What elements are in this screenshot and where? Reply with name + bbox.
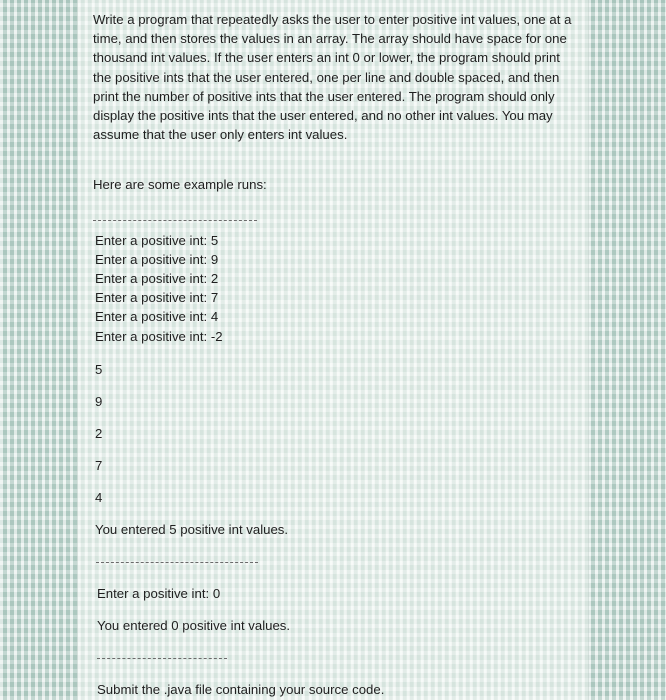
run1-output-value: 4 bbox=[95, 490, 103, 505]
run1-prompt-line: Enter a positive int: -2 bbox=[95, 329, 223, 344]
separator-line bbox=[96, 562, 258, 563]
run1-prompt-line: Enter a positive int: 4 bbox=[95, 309, 219, 324]
run2-summary: You entered 0 positive int values. bbox=[97, 618, 291, 633]
run1-output-value: 7 bbox=[95, 458, 103, 473]
instructions-paragraph: Write a program that repeatedly asks the user to enter positive int values, one at a time, and then stores the values in an array. The array should have space for one thousand int values. If the user enters an int 0 or lower, the program should print the positive ints that the user entered, one per line and double spaced, and then print the number of positive ints that the user entered. The program should only display the positive ints that the user entered, and no other int values. You may assume that the user only enters int values. bbox=[93, 12, 572, 143]
run1-prompt-line: Enter a positive int: 7 bbox=[95, 290, 219, 305]
separator-line bbox=[97, 658, 227, 659]
submit-note: Submit the .java file containing your source code. bbox=[97, 682, 385, 697]
assignment-text bbox=[93, 10, 573, 144]
run1-prompt-line: Enter a positive int: 2 bbox=[95, 271, 219, 286]
run2-prompt-line: Enter a positive int: 0 bbox=[97, 586, 221, 601]
run1-prompt-line: Enter a positive int: 9 bbox=[95, 252, 219, 267]
example-runs-heading: Here are some example runs: bbox=[93, 177, 267, 192]
run1-prompt-line: Enter a positive int: 5 bbox=[95, 233, 219, 248]
run1-output-value: 5 bbox=[95, 362, 103, 377]
separator-line bbox=[93, 220, 257, 221]
run1-output-value: 2 bbox=[95, 426, 103, 441]
run1-summary: You entered 5 positive int values. bbox=[95, 522, 289, 537]
run1-output-value: 9 bbox=[95, 394, 103, 409]
